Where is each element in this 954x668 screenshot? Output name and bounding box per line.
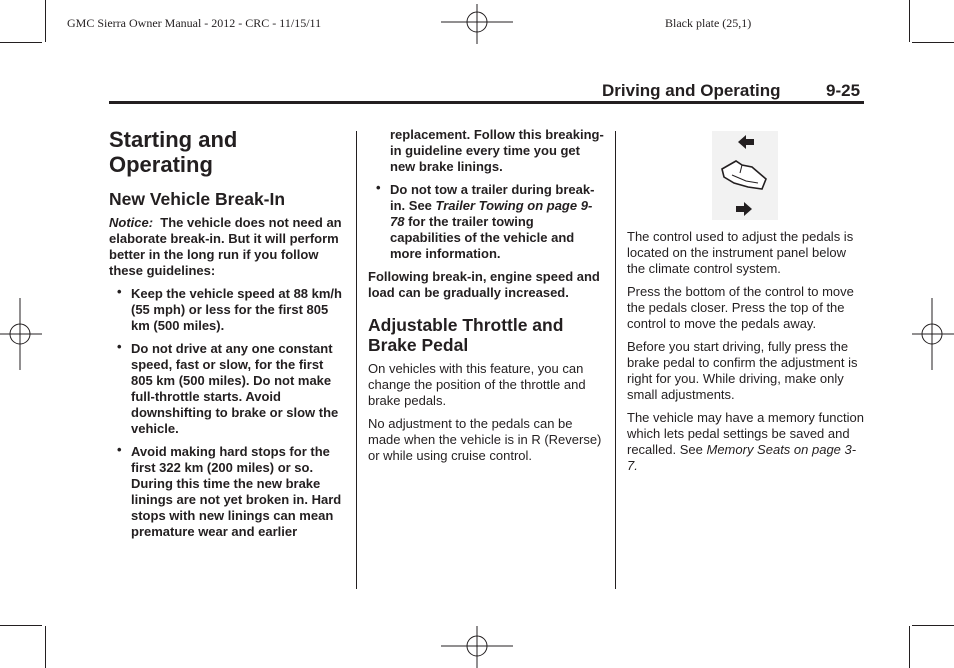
page-number: 9-25 [826, 81, 861, 100]
body-paragraph: No adjustment to the pedals can be made when the vehicle is in R (Reverse) or while using cruise control. [368, 416, 602, 463]
crop-mark-top-right-v [909, 0, 910, 42]
body-paragraph: The control used to adjust the pedals is located on the instrument panel below the climate control system. [627, 229, 854, 276]
crop-mark-top-right-h [912, 42, 954, 43]
column-1 [109, 127, 345, 547]
column-2 [368, 127, 604, 471]
list-item [109, 341, 345, 437]
break-in-list [109, 286, 345, 540]
pedal-control-graphic [712, 131, 778, 220]
arrow-left-icon [738, 135, 754, 149]
crop-mark-bottom-left-h [0, 625, 42, 626]
registration-mark-right [912, 298, 954, 370]
crop-mark-top-left-v [45, 0, 46, 42]
body-paragraph: Before you start driving, fully press the brake pedal to confirm the adjustment is right for you. While driving, make only small adjustments. [627, 339, 858, 402]
bullet-icon: • [117, 442, 122, 457]
memory-paragraph-text: The vehicle may have a memory function which lets pedal settings be saved and recalled. See [627, 410, 864, 457]
following-break-in-paragraph: Following break-in, engine speed and load can be gradually increased. [368, 269, 600, 300]
section-header: Driving and Operating [602, 81, 781, 100]
list-item-text: Keep the vehicle speed at 88 km/h (55 mph) or less for the first 805 km (500 miles). [131, 286, 342, 333]
continued-list-text: replacement. Follow this breaking-in guideline every time you get new brake linings. [390, 127, 604, 174]
notice-paragraph [109, 215, 345, 279]
column-divider-1 [356, 131, 357, 589]
section-heading-break-in: New Vehicle Break-In [109, 189, 286, 209]
crop-mark-bottom-right-v [909, 626, 910, 668]
plate-info-right: Black plate (25,1) [665, 16, 752, 30]
registration-mark-bottom [441, 626, 513, 668]
plate-info-left: GMC Sierra Owner Manual - 2012 - CRC - 11/15/11 [67, 16, 322, 30]
crop-mark-bottom-right-h [912, 625, 954, 626]
list-item-text: Avoid making hard stops for the first 322 km (200 miles) or so. During this time the new brake linings are not yet broken in. Hard stops with new linings can mean premature wear and earlier [131, 444, 342, 539]
list-item [109, 444, 345, 540]
list-item-text: Do not drive at any one constant speed, fast or slow, for the first 805 km (500 miles). Do not make full-throttle starts. Avoid downshifting to brake or slow the vehicle. [131, 341, 339, 436]
crop-mark-top-left-h [0, 42, 42, 43]
bullet-icon: • [117, 339, 122, 354]
bullet-icon: • [376, 180, 381, 195]
body-paragraph: On vehicles with this feature, you can change the position of the throttle and brake pedals. [368, 361, 586, 408]
towing-list [368, 182, 604, 262]
bullet-icon: • [117, 284, 122, 299]
notice-text: The vehicle does not need an elaborate break-in. But it will perform better in the long run if you follow these guidelines: [109, 215, 342, 278]
list-item [368, 182, 604, 262]
pedal-icon [722, 161, 766, 189]
list-item-text-end: for the trailer towing capabilities of the vehicle and more information. [390, 214, 575, 261]
registration-mark-top [441, 4, 513, 44]
column-3 [627, 229, 865, 481]
memory-seats-reference[interactable]: Memory Seats on page 3-7 [627, 442, 857, 473]
list-item-text: Do not tow a trailer during break-in. See [390, 182, 595, 213]
list-item [109, 286, 345, 334]
registration-mark-left [0, 298, 42, 370]
crop-mark-bottom-left-v [45, 626, 46, 668]
body-paragraph: Press the bottom of the control to move the pedals closer. Press the top of the control to move the pedals away. [627, 284, 854, 331]
notice-label: Notice: [109, 215, 154, 230]
column-divider-2 [615, 131, 616, 589]
body-paragraph [627, 410, 865, 474]
pedal-control-illustration [712, 131, 778, 220]
memory-paragraph-end: . [634, 458, 638, 473]
section-heading-adjustable-pedal: Adjustable Throttle and Brake Pedal [368, 315, 564, 355]
arrow-right-icon [736, 202, 752, 216]
trailer-towing-reference[interactable]: Trailer Towing on page 9-78 [390, 198, 593, 229]
page-title: Starting and Operating [109, 127, 238, 177]
header-rule [109, 101, 864, 104]
